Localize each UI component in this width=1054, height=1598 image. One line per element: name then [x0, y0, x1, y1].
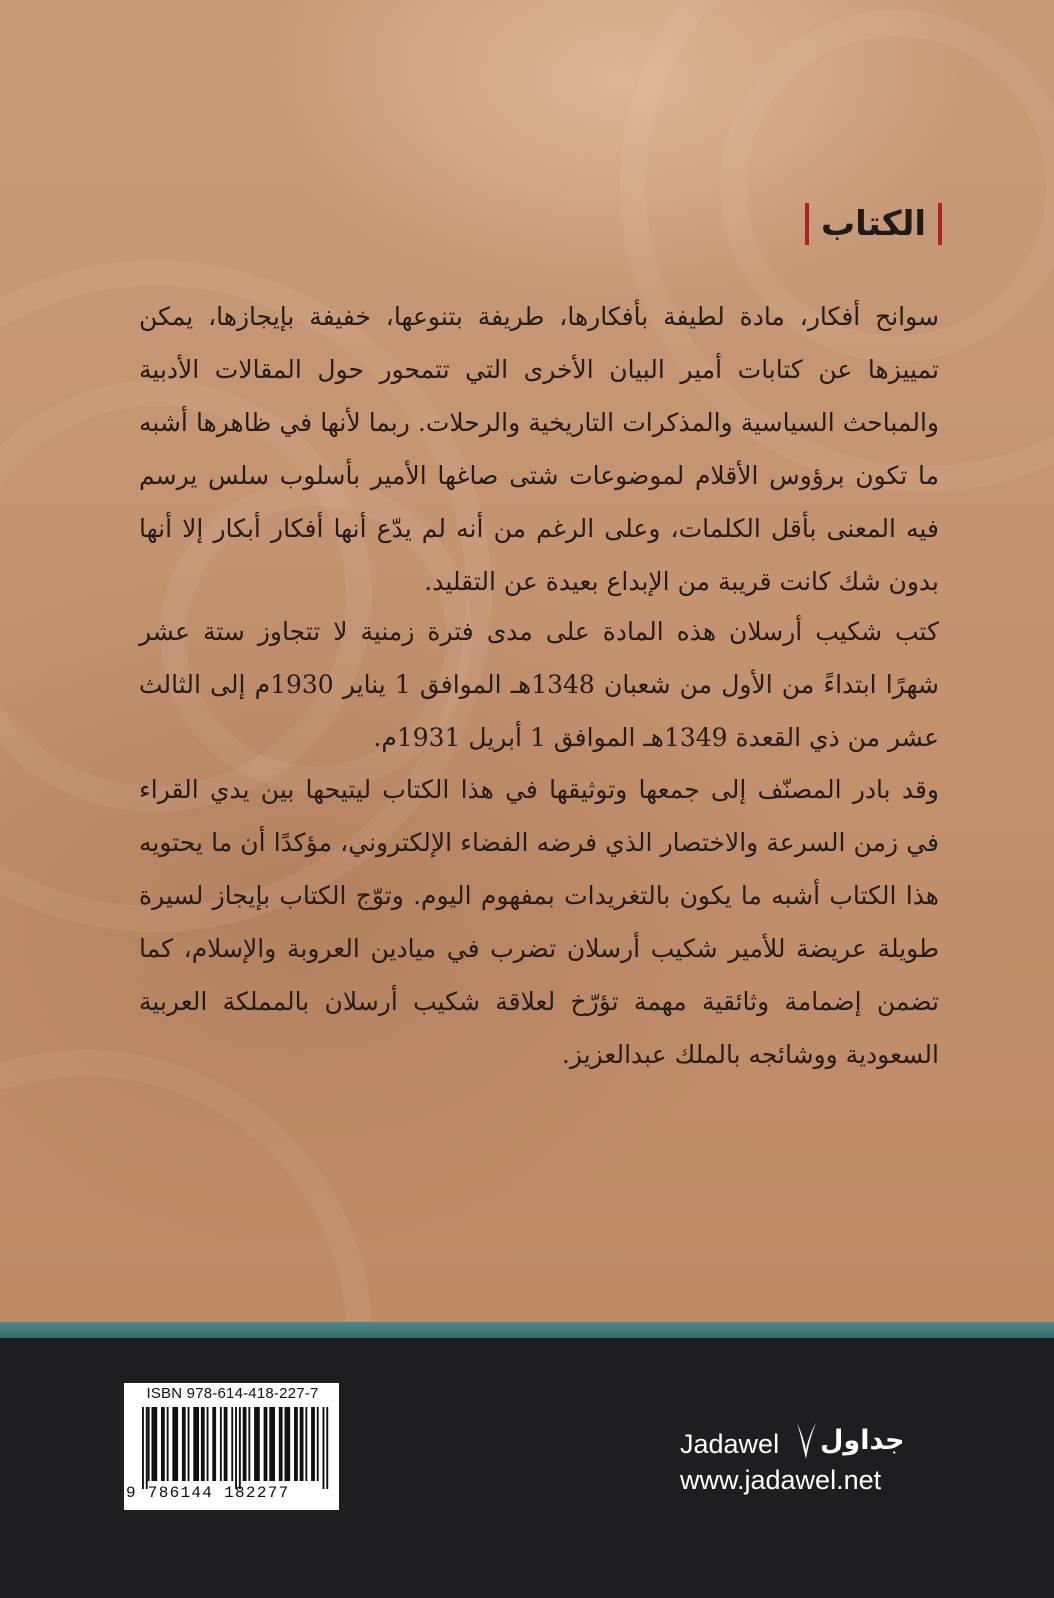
isbn-barcode: [124, 1383, 339, 1510]
barcode-bar: [188, 1407, 190, 1481]
barcode-bar: [294, 1407, 298, 1481]
barcode-bar: [239, 1407, 241, 1489]
publisher-logo: [680, 1425, 920, 1505]
barcode-bar: [142, 1407, 144, 1489]
barcode-bar: [182, 1407, 186, 1481]
barcode-bar: [231, 1407, 233, 1481]
barcode-bar: [323, 1407, 325, 1489]
barcode-bar: [269, 1407, 275, 1481]
barcode-bar: [167, 1407, 169, 1481]
barcode-digits: 9 786144 182277: [126, 1484, 290, 1502]
barcode-bar: [285, 1407, 291, 1481]
barcode-bar: [300, 1407, 304, 1481]
barcode-bar: [243, 1407, 247, 1481]
teal-band: [0, 1322, 1054, 1338]
leaf-v-logo-icon: [793, 1421, 819, 1461]
blurb-paragraph-2: كتب شكيب أرسلان هذه المادة على مدى فترة زمنية لا تتجاوز ستة عشر شهرًا ابتداءً من الأول من شعبان 1348هـ الموافق 1 يناير 1930م إلى الثالث عشر من ذي القعدة 1349هـ الموافق 1 أبريل 1931م.: [139, 617, 939, 752]
barcode-bar: [220, 1407, 222, 1481]
barcode-bar: [248, 1407, 250, 1481]
publisher-name-arabic: جداول: [820, 1425, 905, 1456]
barcode-bar: [317, 1407, 319, 1481]
isbn-label: ISBN 978-614-418-227-7: [146, 1385, 319, 1402]
barcode-bar: [172, 1407, 178, 1481]
barcode-bar: [305, 1407, 307, 1481]
blurb-paragraph-3: وقد بادر المصنّف إلى جمعها وتوثيقها في هذا الكتاب ليتيحها بين يدي القراء في زمن السرعة والاختصار الذي فرضه الفضاء الإلكتروني، مؤكدًا أن ما يحتويه هذا الكتاب أشبه ما يكون بالتغريدات بمفهوم اليوم. وتوّج الكتاب بإيجاز لسيرة طويلة عريضة للأمير شكيب أرسلان تضرب في ميادين العروبة والإسلام، كما تضمن إضمامة وثائقية مهمة تؤرّخ لعلاقة شكيب أرسلان بالمملكة العربية السعودية ووشائجه بالملك عبدالعزيز.: [139, 775, 939, 1069]
barcode-bar: [207, 1407, 209, 1481]
barcode-bar: [254, 1407, 260, 1481]
section-title: الكتاب: [820, 204, 926, 244]
heading-bar-left: [805, 203, 809, 245]
barcode-bar: [212, 1407, 216, 1481]
section-heading: [805, 203, 942, 245]
barcode-bar: [193, 1407, 199, 1481]
blurb-paragraph-1: سوانح أفكار، مادة لطيفة بأفكارها، طريفة بتنوعها، خفيفة بإيجازها، يمكن تمييزها عن كتابات أمير البيان الأخرى التي تتمحور حول المقالات الأدبية والمباحث السياسية والمذكرات التاريخية والرحلات. ربما لأنها في ظاهرها أشبه ما تكون برؤوس الأقلام لموضوعات شتى صاغها الأمير بأسلوب سلس يرسم فيه المعنى بأقل الكلمات، وعلى الرغم من أنه لم يدّع أنها أفكار أبكار إلا أنها بدون شك كانت قريبة من الإبداع بعيدة عن التقليد.: [139, 302, 939, 596]
barcode-bar: [224, 1407, 228, 1481]
barcode-bar: [161, 1407, 165, 1481]
heading-bar-right: [938, 203, 942, 245]
barcode-bars: [142, 1407, 332, 1489]
publisher-name-latin: Jadawel: [680, 1429, 780, 1459]
barcode-bar: [279, 1407, 283, 1481]
barcode-bar: [148, 1407, 150, 1481]
barcode-bar: [264, 1407, 268, 1481]
barcode-bar: [152, 1407, 158, 1481]
barcode-bar: [311, 1407, 315, 1481]
barcode-bar: [326, 1407, 328, 1489]
decorative-swirl: [0, 1050, 372, 1322]
barcode-bar: [201, 1407, 205, 1481]
publisher-website: www.jadawel.net: [680, 1465, 882, 1495]
barcode-bar: [235, 1407, 237, 1489]
barcode-bar: [146, 1407, 148, 1489]
